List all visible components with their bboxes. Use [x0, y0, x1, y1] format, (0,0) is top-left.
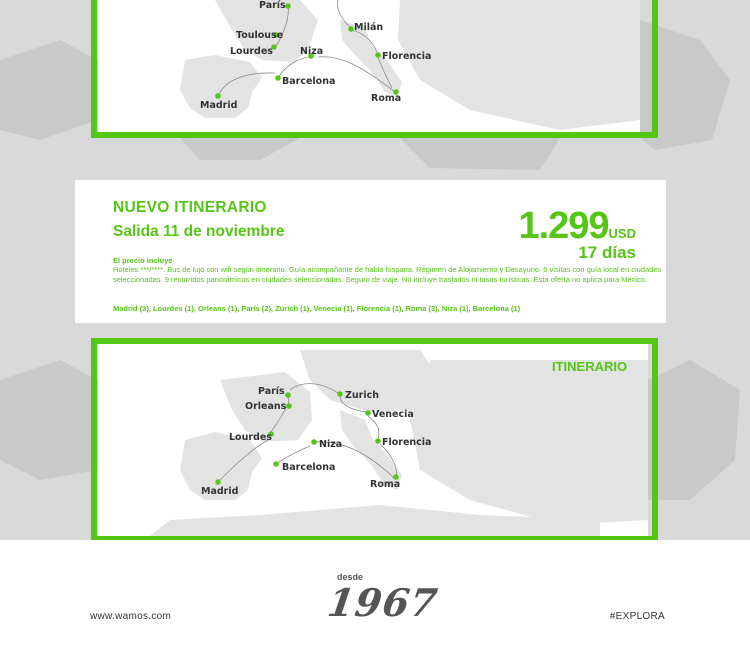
city-label: Zurich: [345, 390, 379, 401]
price-amount: 1.299: [518, 205, 609, 247]
website-link[interactable]: www.wamos.com: [90, 611, 172, 622]
city-dot: [273, 461, 279, 467]
route-line: [290, 384, 338, 393]
city-label: Florencia: [382, 51, 432, 62]
city-dot: [311, 439, 317, 445]
city-dot: [337, 391, 343, 397]
itinerary-label: ITINERARIO: [552, 359, 628, 374]
founding-year: 1967: [324, 580, 441, 625]
city-label: Madrid: [200, 100, 238, 111]
trip-duration: 17 días: [578, 243, 636, 262]
city-label: París: [259, 0, 286, 11]
since-label: desde: [337, 572, 364, 582]
city-label: Roma: [370, 479, 401, 490]
city-label: Venecia: [372, 409, 414, 420]
city-dot: [215, 479, 221, 485]
includes-label: El precio incluye: [113, 256, 173, 265]
offer-title: NUEVO ITINERARIO: [113, 199, 267, 216]
city-dot: [286, 403, 292, 409]
includes-text: Hoteles ***/****. Bus de lujo con wifi según itinerario. Guía acompañante de habla hispana. Régimen de Alojamiento y Desayuno. 6 visitas con guía local en ciudades seleccionadas. 9 recorridos panorámicos en ciudades seleccionadas. Seguro de viaje. No incluye traslados ni tasas turísticas. Esta oferta no aplica para México.: [113, 265, 662, 284]
city-label: Toulouse: [236, 30, 284, 41]
city-label: Niza: [319, 439, 343, 450]
city-label: Lourdes: [230, 46, 273, 57]
city-dot: [375, 438, 381, 444]
cities-nights-list: Madrid (3), Lourdes (1), Orleans (1), París (2), Zurich (1), Venecia (1), Florencia (1), Roma (3), Niza (1), Barcelona (1): [113, 304, 521, 313]
city-dot: [285, 392, 291, 398]
route-line: [277, 446, 310, 463]
city-label: Barcelona: [282, 462, 336, 473]
city-label: Roma: [371, 93, 402, 104]
city-label: París: [258, 386, 285, 397]
city-label: Milán: [354, 22, 384, 33]
hashtag: #EXPLORA: [609, 611, 665, 622]
departure-date: Salida 11 de noviembre: [113, 223, 285, 240]
city-dot: [365, 410, 371, 416]
city-label: Florencia: [382, 437, 432, 448]
city-label: Madrid: [201, 486, 239, 497]
route-line: [380, 444, 396, 476]
price-currency: USD: [608, 226, 636, 241]
city-label: Lourdes: [229, 432, 272, 443]
city-label: Niza: [300, 46, 324, 57]
city-label: Barcelona: [282, 76, 336, 87]
footer: [0, 540, 750, 648]
city-label: Orleans: [245, 401, 287, 412]
route-line: [218, 440, 268, 482]
